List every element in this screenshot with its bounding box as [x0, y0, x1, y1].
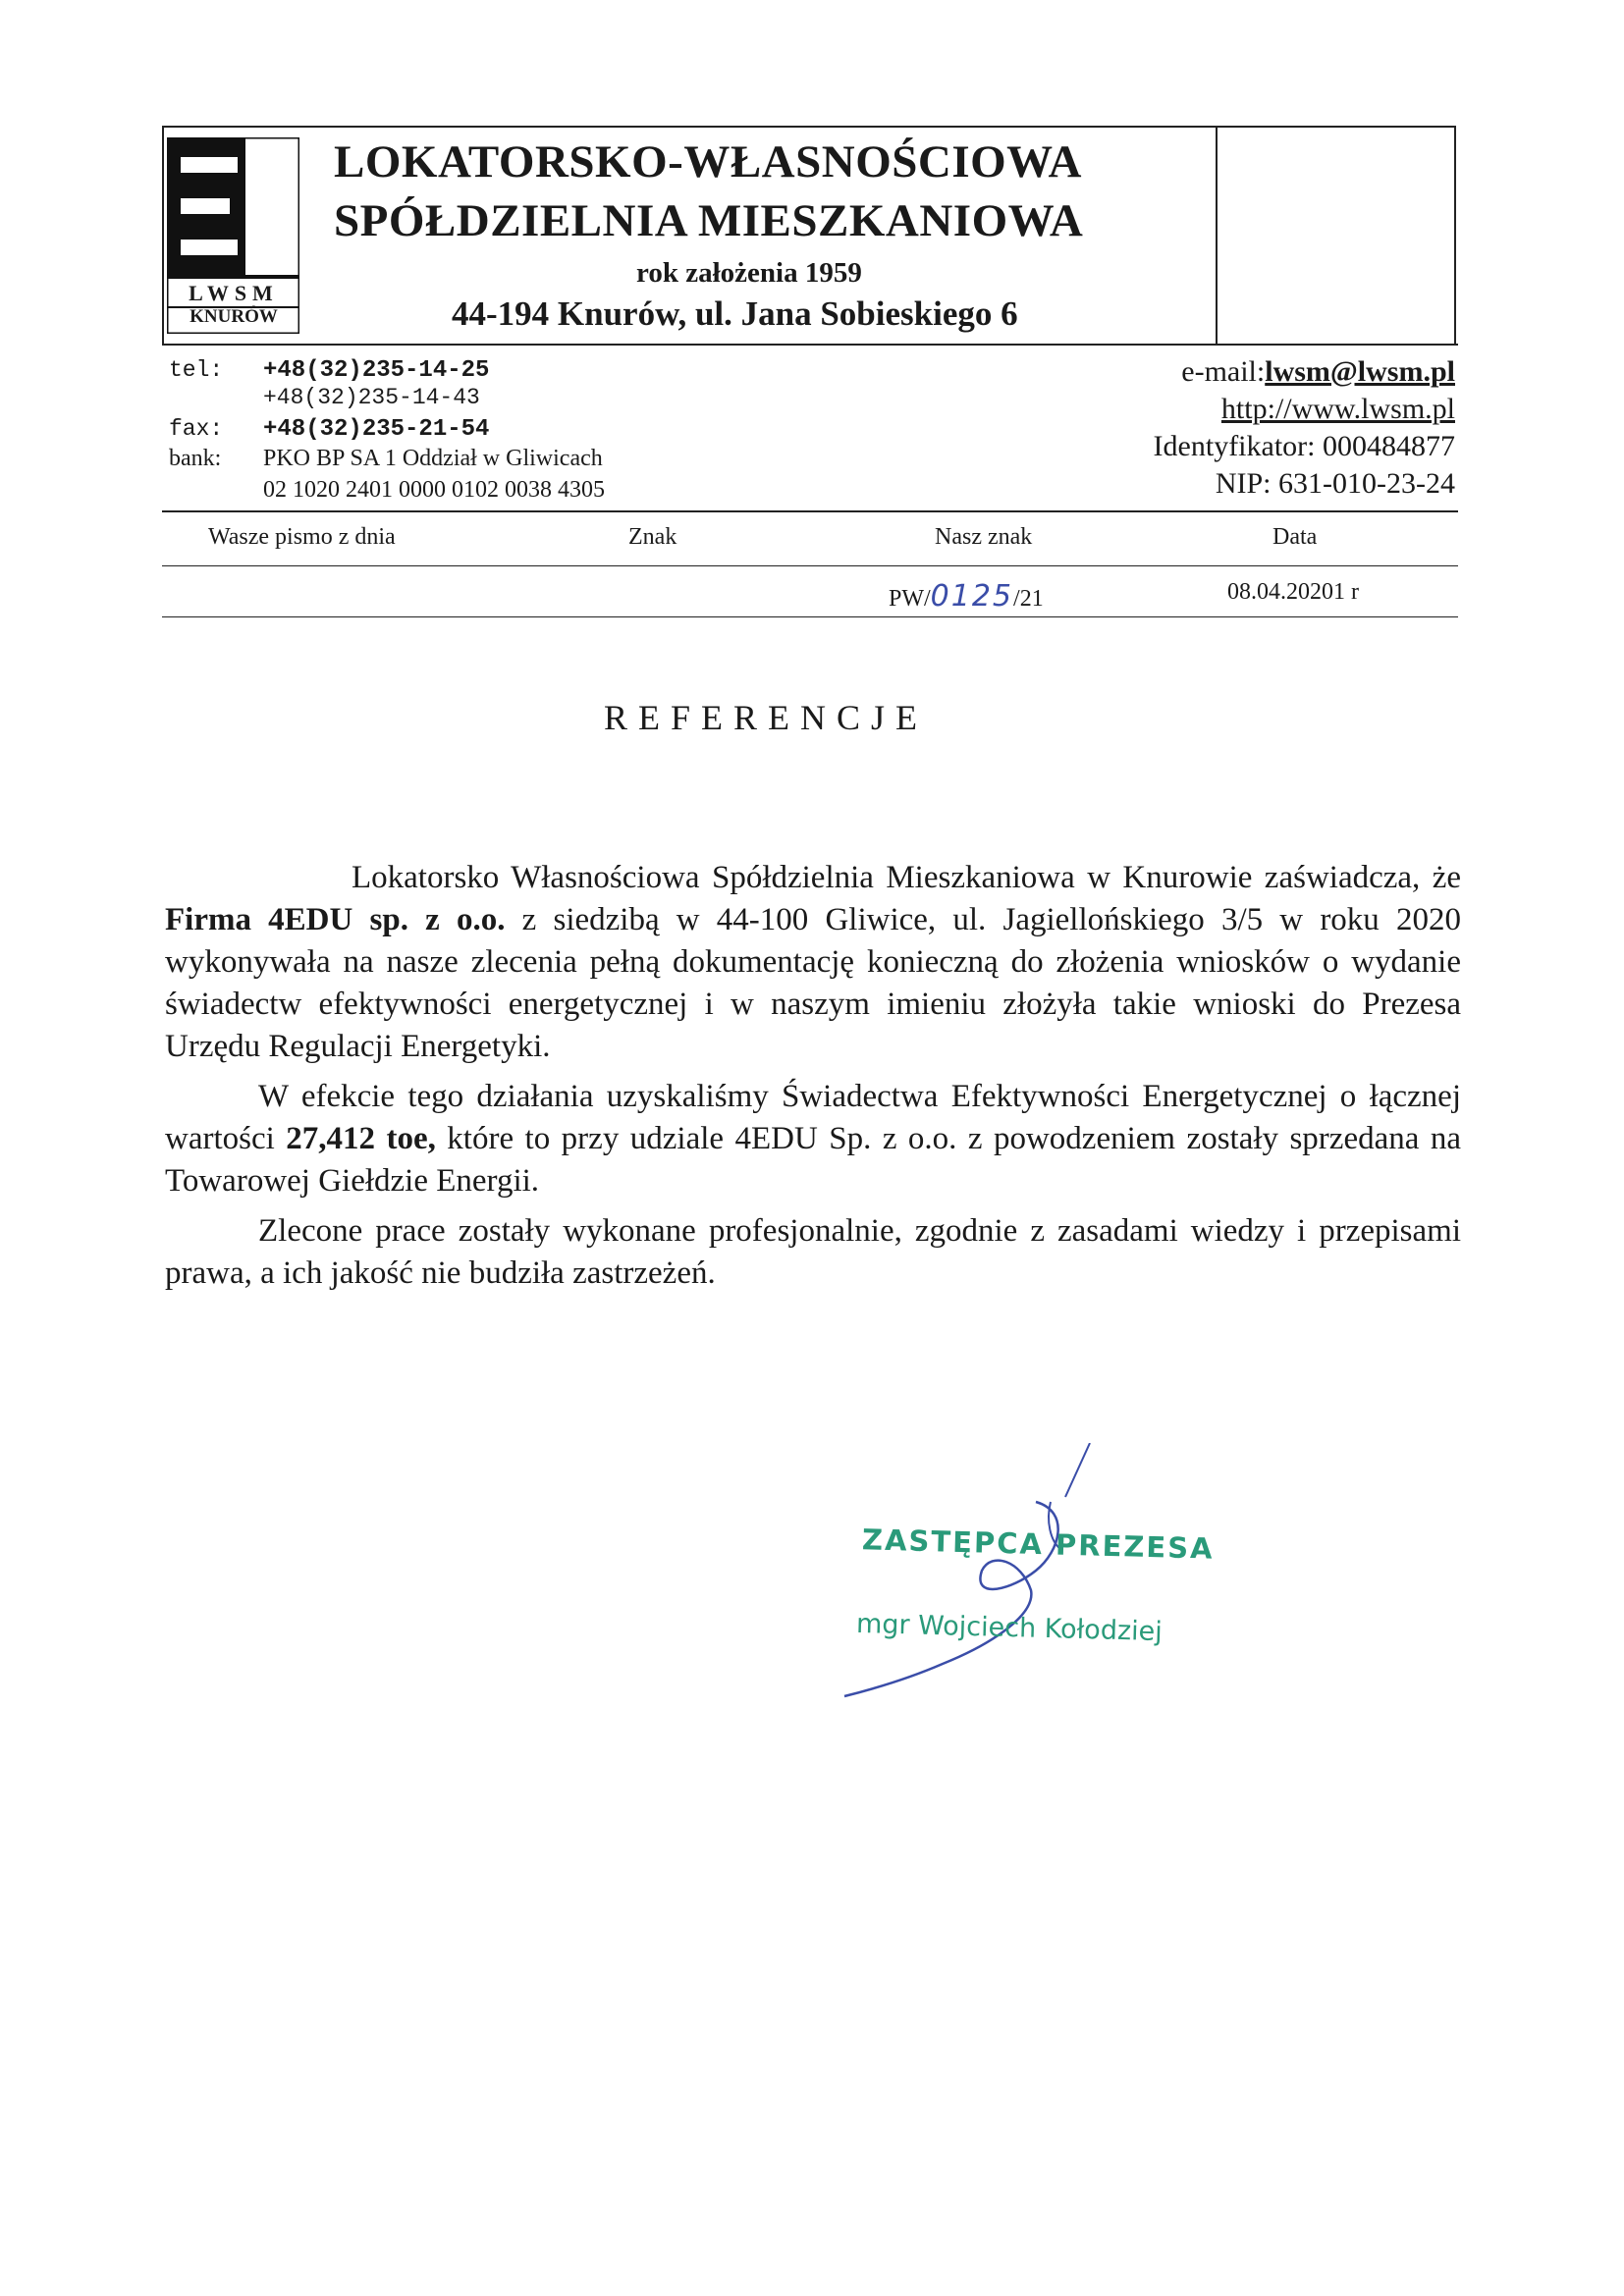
p2-value: 27,412 toe, — [286, 1121, 436, 1156]
ref-handwritten: 0125 — [930, 579, 1014, 614]
org-address: 44-194 Knurów, ul. Jana Sobieskiego 6 — [452, 294, 1018, 333]
stamp-name: mgr Wojciech Kołodziej — [855, 1608, 1164, 1648]
org-name-line-1: LOKATORSKO-WŁASNOŚCIOWA — [334, 136, 1082, 187]
tel-label: tel: — [169, 357, 224, 383]
ref-prefix: PW/ — [889, 586, 931, 612]
fax-number: +48(32)235-21-54 — [263, 416, 490, 443]
bank-name: PKO BP SA 1 Oddział w Gliwicach — [263, 446, 603, 471]
our-reference-number — [889, 579, 1044, 614]
bank-label: bank: — [169, 446, 222, 471]
ref-col-nasz: Nasz znak — [935, 524, 1033, 550]
p2-text-a: W efekcie tego działania uzyskaliśmy Świadectwa Efektywności Energetycznej o łącznej wartości — [165, 1079, 1461, 1156]
founded-year: rok założenia 1959 — [636, 257, 862, 289]
email-link[interactable]: lwsm@lwsm.pl — [1265, 355, 1455, 388]
p1-company-name: Firma 4EDU sp. z o.o. — [165, 902, 506, 937]
p1-text-a: Lokatorsko Własnościowa Spółdzielnia Mieszkaniowa w Knurowie zaświadcza, że — [352, 860, 1461, 895]
stamp-title: ZASTĘPCA PREZESA — [861, 1522, 1215, 1566]
tel-number-1: +48(32)235-14-25 — [263, 357, 490, 384]
p2-text-b: które to przy udziale 4EDU Sp. z o.o. z powodzeniem zostały sprzedana na Towarowej Giełdzie Energii. — [165, 1121, 1461, 1199]
letterhead-bottom-rule — [162, 344, 1458, 346]
identifier: Identyfikator: 000484877 — [1153, 430, 1455, 462]
paragraph-2 — [165, 1076, 1461, 1202]
contacts-rule — [162, 510, 1458, 512]
logo-text-knurow: KNURÓW — [189, 306, 278, 327]
bank-account: 02 1020 2401 0000 0102 0038 4305 — [263, 477, 605, 503]
email-label: e-mail: — [1181, 355, 1266, 388]
ref-header-rule — [162, 565, 1458, 566]
document-title: REFERENCJE — [603, 698, 929, 737]
ref-suffix: /21 — [1013, 586, 1044, 612]
website-link[interactable]: http://www.lwsm.pl — [1220, 393, 1455, 425]
nip-number: NIP: 631-010-23-24 — [1215, 467, 1455, 500]
ref-bottom-rule — [162, 616, 1458, 617]
letter-body — [165, 857, 1461, 1303]
org-name-line-2: SPÓŁDZIELNIA MIESZKANIOWA — [334, 195, 1084, 246]
paragraph-3: Zlecone prace zostały wykonane profesjonalnie, zgodnie z zasadami wiedzy i przepisami prawa, a ich jakość nie budziła zastrzeżeń. — [165, 1213, 1461, 1291]
letter-date: 08.04.20201 r — [1227, 579, 1359, 605]
logo-text-lwsm: LWSM — [189, 281, 279, 305]
ref-col-wasze: Wasze pismo z dnia — [208, 524, 396, 550]
letterhead-divider — [1216, 126, 1218, 344]
fax-label: fax: — [169, 416, 224, 442]
email-line — [1181, 355, 1455, 389]
handwritten-signature — [825, 1443, 1198, 1708]
ref-col-znak: Znak — [628, 524, 677, 550]
p1-text-b: z siedzibą w 44-100 Gliwice, ul. Jagiellońskiego 3/5 w roku 2020 wykonywała na nasze zlecenia pełną dokumentację konieczną do złożenia wniosków o wydanie świadectw efektywności energetycznej i w naszym imieniu złożyła takie wnioski do Prezesa Urzędu Regulacji Energetyki. — [165, 902, 1461, 1064]
paragraph-1 — [165, 857, 1461, 1068]
tel-number-2: +48(32)235-14-43 — [263, 385, 480, 410]
ref-col-data: Data — [1272, 524, 1318, 550]
